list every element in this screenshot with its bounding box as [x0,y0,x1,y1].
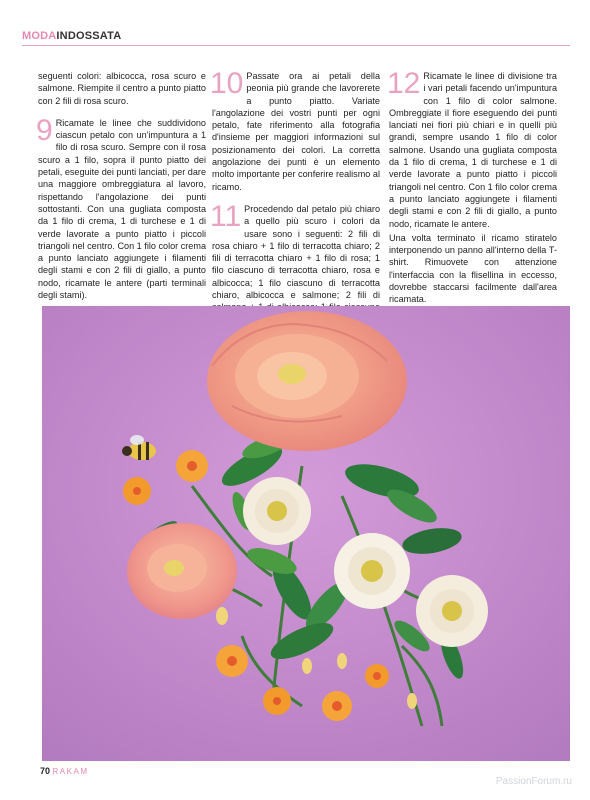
step-number-10: 10 [210,67,244,100]
small-peony [127,523,237,619]
page-header [22,22,570,46]
embroidery-illustration [42,306,570,761]
step-number-9: 9 [36,113,53,147]
step-12-text: Ricamate le linee di divisione tra i vari petali facendo un'impuntura con 1 filo di color salmone. Ombreggiate il fiore eseguendo dei punti lanciati nei fiori più chiari e in quelli più grandi, sempre usando 1 filo di color salmone. Usando una gugliata composta da 1 filo di crema, 1 di turchese e 1 di verde lavorate a punto piatto i piccoli triangoli nel centro. Con 1 filo color crema a punto lanciato aggiungete i filamenti degli stami e con 2 fili di giallo, a punto nodo, ricamate le antere. [389,71,557,229]
step-number-12: 12 [387,67,421,100]
step-10-paragraph [210,67,380,193]
watermark: PassionForum.ru [495,776,572,787]
text-column-1 [38,70,206,303]
step-10-text: Passate ora ai petali della peonia più grande che lavorerete a punto piatto. Variate l'angolazione dei vostri punti per ogni petalo, fate riferimento alla fotografia d'insieme per maggiori informazioni sul posizionamento dei colori. La corretta angolazione dei punti è un elemento molto importante per conferire realismo al ricamo. [212,71,380,192]
section-primary: MODA [22,30,57,42]
step-9-paragraph [36,113,206,301]
embroidery-photo [42,306,570,761]
magazine-name: RAKAM [52,767,89,776]
page-number: 70 [40,766,51,776]
step-9-text: Ricamate le linee che suddividono ciascun petalo con un'impuntura a 1 filo di rosa scuro. Sempre con il rosa scuro a 1 filo, sopra il punto piatto dei petali, eseguite dei punti lanciati, per dare una maggiore ombreggiatura al lavoro, rispettando l'angolazione dei punti sottostanti. Con una gugliata composta da 1 filo di crema, 1 di turchese e 1 di verde lavorate a punto piatto i piccoli triangoli nel centro. Con 1 filo color crema a punto lanciato aggiungete i filamenti degli stami e con 2 fili di giallo, a punto nodo, ricamate le antere (parti terminali degli stami). [38,117,206,301]
step-12-paragraph [387,67,557,230]
header-rule [22,45,570,46]
step-11-text: Procedendo dal petalo più chiaro a quello più scuro i colori da usare sono i seguenti: 2 fili di rosa chiaro + 1 filo di terracotta chiaro; 2 fili di terracotta chiaro + 1 filo di rosa; 1 filo ciascuno di terracotta chiaro, rosa e albicocca; 1 filo ciascuno di terracotta chiaro, albicocca e salmone; 2 fili di [212,203,380,301]
section-label [22,30,121,42]
intro-paragraph: seguenti colori: albicocca, rosa scuro e salmone. Riempite il centro a punto piatto con 2 fili di rosa scuro. [38,71,206,106]
closing-paragraph: Una volta terminato il ricamo stiratelo interponendo un panno all'interno della T-shirt. Rimuovete con attenzione l'interfaccia con la flisellina in eccesso, dovrebbe staccarsi facilmente dall'area ricamata. [389,232,557,305]
section-secondary: INDOSSATA [56,30,122,42]
page-footer [40,766,88,776]
step-number-11: 11 [210,199,242,233]
large-peony [207,311,407,451]
text-column-2 [210,67,380,328]
text-column-3 [387,67,557,308]
